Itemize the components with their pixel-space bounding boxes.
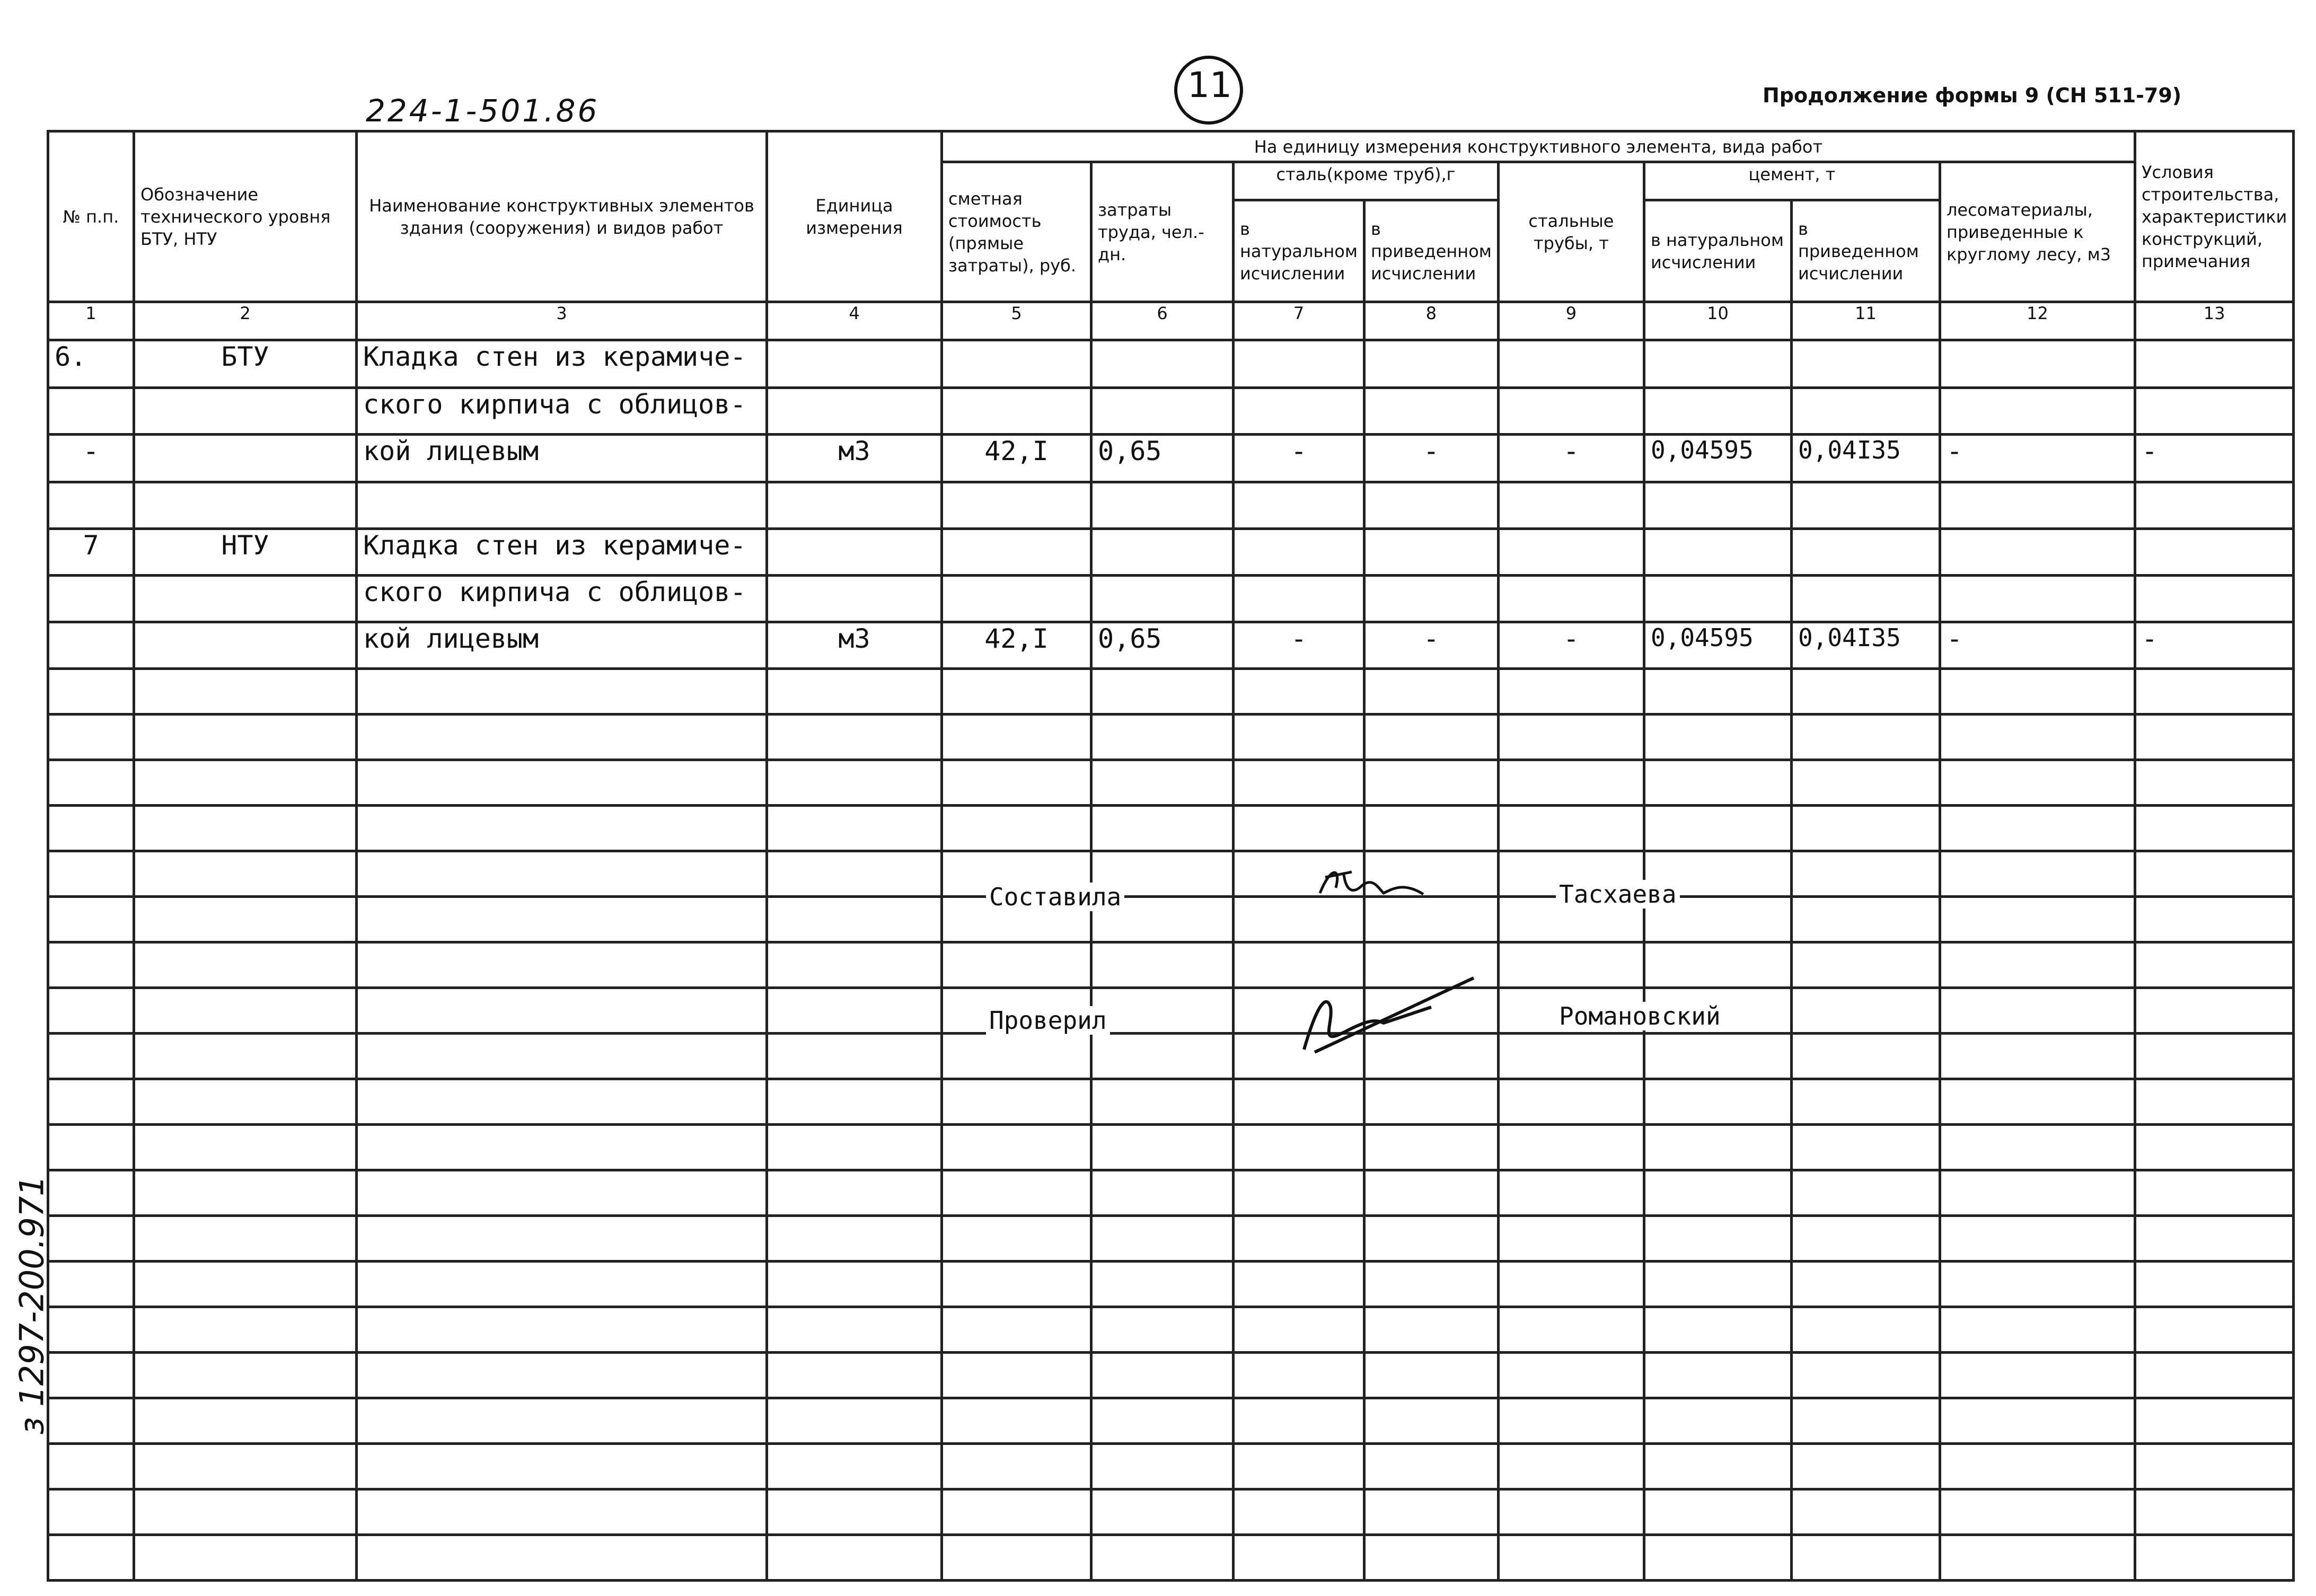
pipes-value: - [1498, 622, 1644, 669]
blank-table-row [48, 942, 2294, 988]
col-steel-natural-header: в натуральном исчислении [1234, 200, 1364, 302]
blank-table-row [48, 1079, 2294, 1125]
col-name-header: Наименование конструктивных элементов здания (сооружения) и видов работ [357, 131, 767, 302]
col-num-10: 10 [1644, 302, 1791, 340]
col-num-7: 7 [1234, 302, 1364, 340]
work-name-line: кой лицевым [357, 435, 767, 482]
table-row [48, 529, 2294, 576]
blank-table-row [48, 1398, 2294, 1444]
blank-table-row [48, 1535, 2294, 1581]
side-code: з 1297-200.971 [12, 1175, 51, 1435]
compiled-signature-mark [1315, 856, 1431, 914]
col-pipes-header: стальные трубы, т [1498, 162, 1644, 302]
col-wood-header: лесоматериалы, приведенные к круглому лесу, м3 [1940, 162, 2135, 302]
col-num-8: 8 [1364, 302, 1498, 340]
cement-natural-value: 0,04595 [1644, 622, 1791, 669]
col-num-11: 11 [1791, 302, 1940, 340]
cement-natural-value: 0,04595 [1644, 435, 1791, 482]
col-num-6: 6 [1091, 302, 1234, 340]
blank-table-row [48, 1307, 2294, 1353]
col-cement-natural-header: в натуральном исчислении [1644, 200, 1791, 302]
checked-signature-mark [1293, 970, 1484, 1060]
steel-group-header: сталь(кроме труб),г [1234, 162, 1499, 200]
blank-table-row [48, 851, 2294, 897]
cement-group-header: цемент, т [1644, 162, 1940, 200]
page-number: 11 [1187, 65, 1232, 105]
row-dash: - [48, 435, 134, 482]
steel-natural-value: - [1234, 622, 1364, 669]
pipes-value: - [1498, 435, 1644, 482]
blank-table-row [48, 760, 2294, 806]
col-level-header: Обозначение технического уровня БТУ, НТУ [134, 131, 357, 302]
unit-value: м3 [767, 435, 942, 482]
table-row [48, 622, 2294, 669]
work-name-line: кой лицевым [357, 622, 767, 669]
cost-value: 42,I [942, 435, 1091, 482]
cement-reduced-value: 0,04I35 [1791, 622, 1940, 669]
tech-level: БТУ [134, 340, 357, 388]
blank-table-row [48, 988, 2294, 1034]
col-num-4: 4 [767, 302, 942, 340]
blank-table-row [48, 1353, 2294, 1398]
blank-table-row [48, 1170, 2294, 1216]
labor-value: 0,65 [1091, 435, 1234, 482]
col-num-13: 13 [2135, 302, 2293, 340]
col-num-1: 1 [48, 302, 134, 340]
blank-table-row [48, 806, 2294, 851]
col-num-5: 5 [942, 302, 1091, 340]
col-number-header: № п.п. [48, 131, 134, 302]
wood-value: - [1940, 622, 2135, 669]
compiled-name: Тасхаева [1556, 880, 1680, 909]
blank-table-row [48, 1125, 2294, 1170]
table-row [48, 576, 2294, 622]
col-steel-reduced-header: в приведенном исчислении [1364, 200, 1498, 302]
form-table [47, 130, 2295, 1582]
doc-code: 224-1-501.86 [366, 93, 600, 129]
notes-value: - [2135, 622, 2293, 669]
notes-value: - [2135, 435, 2293, 482]
cost-value: 42,I [942, 622, 1091, 669]
column-numbers-row [48, 302, 2294, 340]
steel-natural-value: - [1234, 435, 1364, 482]
col-cost-header: сметная стоимость (прямые затраты), руб. [942, 162, 1091, 302]
steel-reduced-value: - [1364, 622, 1498, 669]
header-row-1 [48, 131, 2294, 162]
col-notes-header: Условия строительства, характеристики конструкций, примечания [2135, 131, 2293, 302]
blank-table-row [48, 1216, 2294, 1262]
col-num-12: 12 [1940, 302, 2135, 340]
blank-table-row [48, 715, 2294, 760]
col-labor-header: затраты труда, чел.-дн. [1091, 162, 1234, 302]
table-row [48, 482, 2294, 529]
blank-table-row [48, 1034, 2294, 1079]
table-row [48, 435, 2294, 482]
work-name-line: Кладка стен из керамиче- [357, 529, 767, 576]
blank-table-row [48, 897, 2294, 942]
table-row [48, 340, 2294, 388]
col-cement-reduced-header: в приведенном исчислении [1791, 200, 1940, 302]
work-name-line: ского кирпича с облицов- [357, 388, 767, 435]
blank-rows [48, 669, 2294, 1581]
form-continuation: Продолжение формы 9 (СН 511-79) [1763, 84, 2182, 107]
blank-table-row [48, 1262, 2294, 1307]
compiled-label: Составила [986, 883, 1124, 911]
table-row [48, 388, 2294, 435]
col-unit-header: Единица измерения [767, 131, 942, 302]
tech-level: НТУ [134, 529, 357, 576]
work-name-line: ского кирпича с облицов- [357, 576, 767, 622]
col-num-3: 3 [357, 302, 767, 340]
row-number: 7 [48, 529, 134, 576]
row-number: 6. [48, 340, 134, 388]
work-name-line: Кладка стен из керамиче- [357, 340, 767, 388]
cement-reduced-value: 0,04I35 [1791, 435, 1940, 482]
col-num-9: 9 [1498, 302, 1644, 340]
blank-table-row [48, 1444, 2294, 1489]
steel-reduced-value: - [1364, 435, 1498, 482]
per-unit-group-header: На единицу измерения конструктивного элемента, вида работ [942, 131, 2135, 162]
wood-value: - [1940, 435, 2135, 482]
unit-value: м3 [767, 622, 942, 669]
blank-table-row [48, 1489, 2294, 1535]
col-num-2: 2 [134, 302, 357, 340]
blank-table-row [48, 669, 2294, 715]
checked-label: Проверил [986, 1006, 1110, 1035]
labor-value: 0,65 [1091, 622, 1234, 669]
checked-name: Романовский [1556, 1002, 1724, 1030]
